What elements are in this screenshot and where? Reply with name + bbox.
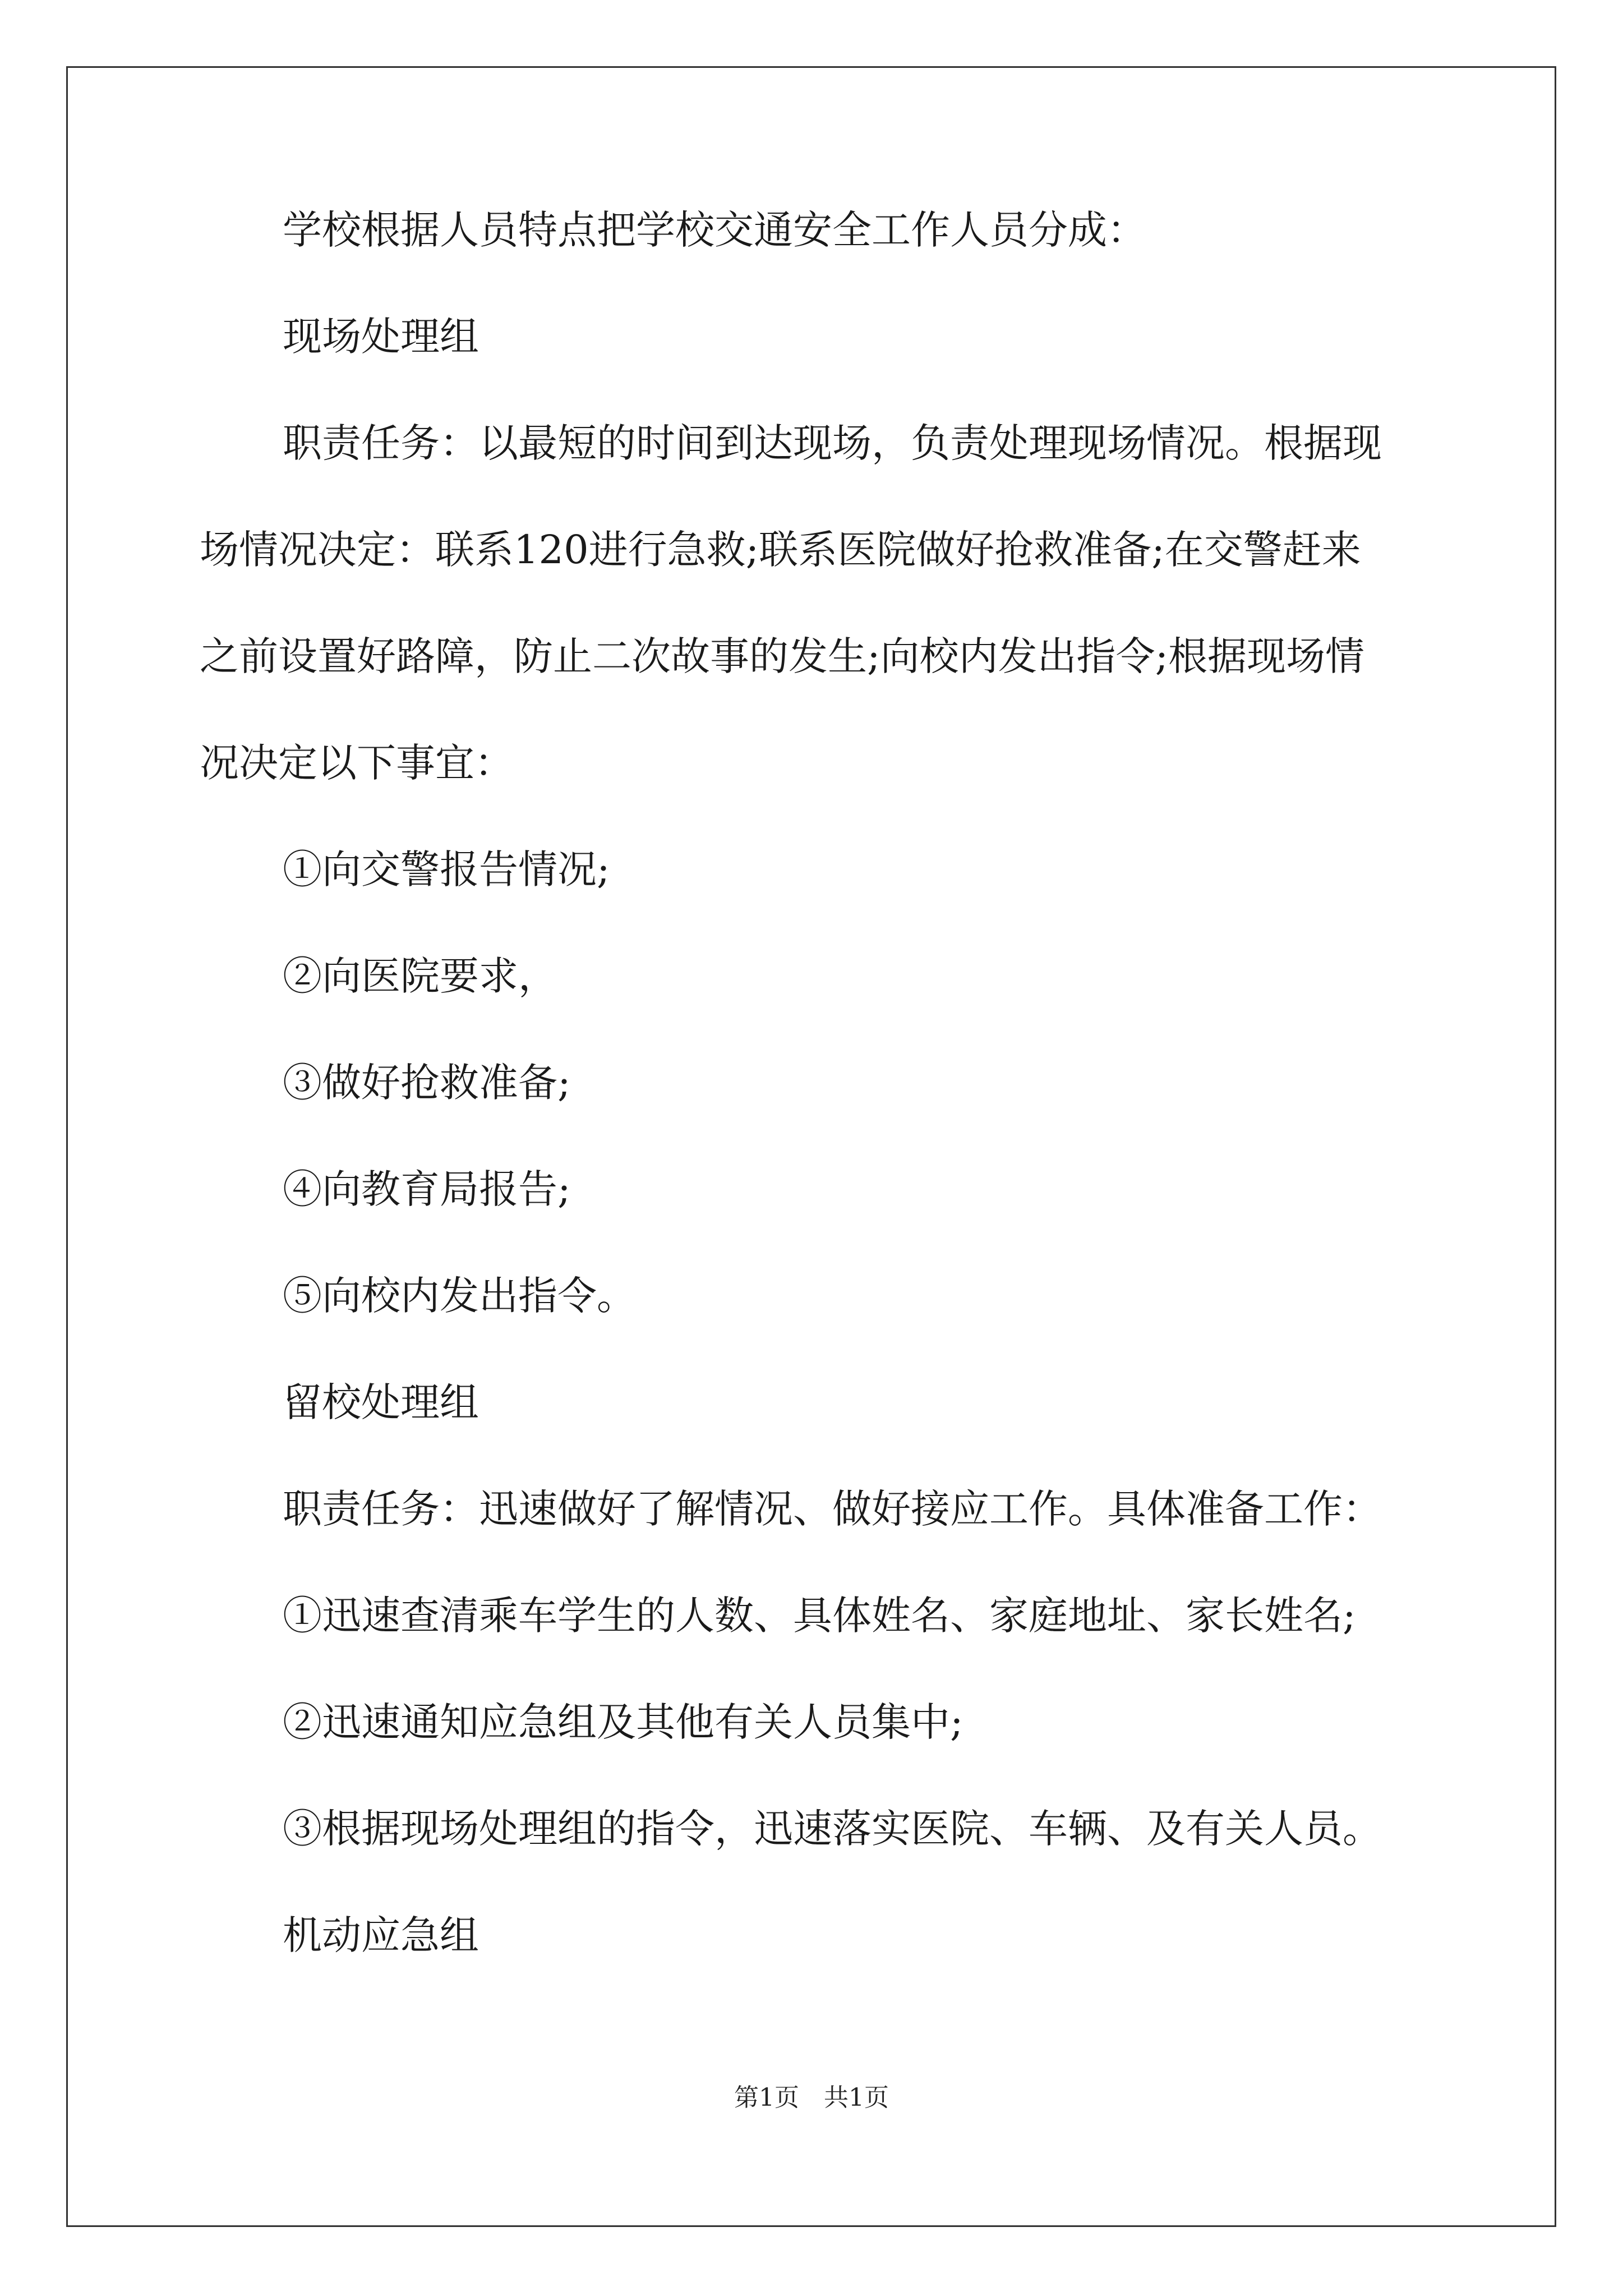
list-item: ③根据现场处理组的指令，迅速落实医院、车辆、及有关人员。: [283, 1806, 1382, 1852]
heading-onsite-group: 现场处理组: [283, 314, 479, 360]
text-line: 之前设置好路障，防止二次故事的发生;向校内发出指令;根据现场情: [200, 633, 1365, 679]
list-item: ③做好抢救准备;: [283, 1060, 571, 1106]
paragraph-intro: 学校根据人员特点把学校交通安全工作人员分成：: [283, 207, 1146, 253]
text-line: 场情况决定：联系120进行急救;联系医院做好抢救准备;在交警赶来: [200, 527, 1361, 573]
list-item: ①迅速查清乘车学生的人数、具体姓名、家庭地址、家长姓名;: [283, 1593, 1356, 1639]
text-line: 况决定以下事宜：: [200, 740, 514, 786]
paragraph-onsite-duties: [200, 415, 1433, 791]
page-footer: 第1页 共1页: [734, 2083, 889, 2112]
heading-school-group: 留校处理组: [283, 1379, 479, 1425]
list-item: ⑤向校内发出指令。: [283, 1273, 636, 1319]
document-body: [200, 202, 1433, 2014]
list-item: ②迅速通知应急组及其他有关人员集中;: [283, 1699, 963, 1745]
list-item: ④向教育局报告;: [283, 1166, 571, 1212]
list-item: ②向医院要求，: [283, 953, 557, 999]
heading-mobile-group: 机动应急组: [283, 1912, 479, 1958]
paragraph-school-duties: 职责任务：迅速做好了解情况、做好接应工作。具体准备工作：: [283, 1486, 1382, 1532]
list-item: ①向交警报告情况;: [283, 846, 610, 892]
text-line: 职责任务：以最短的时间到达现场，负责处理现场情况。根据现: [283, 420, 1382, 466]
